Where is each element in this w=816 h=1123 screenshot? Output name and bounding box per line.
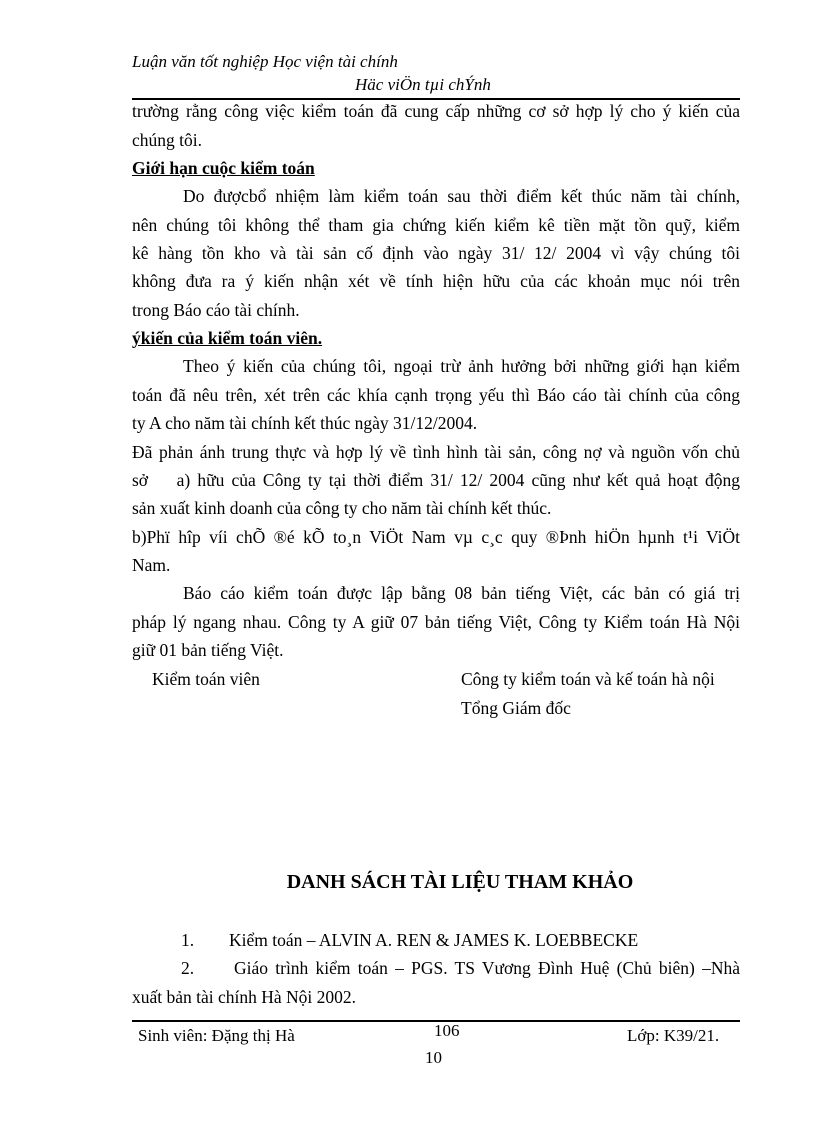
paragraph-line: Nam. bbox=[132, 555, 171, 575]
reference-item-continued: xuất bản tài chính Hà Nội 2002. bbox=[132, 987, 357, 1007]
footer-page-number: 106 bbox=[434, 1021, 460, 1040]
paragraph-line: trong Báo cáo tài chính. bbox=[132, 300, 300, 320]
paragraph-line: Theo ý kiến của chúng tôi, ngoại trừ ảnh hưởng bởi những giới hạn kiểm bbox=[183, 356, 740, 376]
paragraph-line: ty A cho năm tài chính kết thúc ngày 31/12/2004. bbox=[132, 413, 478, 433]
footer-class: Lớp: K39/21. bbox=[627, 1026, 720, 1045]
paragraph-line: Do đượcbổ nhiệm làm kiểm toán sau thời điểm kết thúc năm tài chính, bbox=[183, 186, 740, 206]
header-rule bbox=[132, 98, 740, 100]
paragraph-line: chúng tôi. bbox=[132, 130, 202, 150]
reference-item: Giáo trình kiểm toán – PGS. TS Vương Đình Huệ (Chủ biên) –Nhà bbox=[234, 958, 740, 978]
signature-auditor: Kiểm toán viên bbox=[152, 669, 260, 689]
paragraph-line: kê hàng tồn kho và tài sản cố định vào ngày 31/ 12/ 2004 vì vậy chúng tôi bbox=[132, 243, 740, 263]
signature-director: Tổng Giám đốc bbox=[461, 698, 571, 718]
running-header-title: Luận văn tốt nghiệp Học viện tài chính bbox=[132, 52, 398, 71]
paragraph-line: Đã phản ánh trung thực và hợp lý về tình hình tài sản, công nợ và nguồn vốn chủ bbox=[132, 442, 740, 462]
section-heading-opinion: ýkiến của kiểm toán viên. bbox=[132, 328, 323, 348]
paragraph-line: sở a) hữu của Công ty tại thời điểm 31/ 12/ 2004 cũng như kết quả hoạt động bbox=[132, 470, 740, 490]
section-heading-limits: Giới hạn cuộc kiểm toán bbox=[132, 158, 315, 178]
signature-company: Công ty kiểm toán và kế toán hà nội bbox=[461, 669, 715, 689]
running-header-garbled: Häc viÖn tµi chÝnh bbox=[355, 75, 491, 94]
paragraph-line-garbled: b)Phï hîp víi chÕ ®é kÕ to¸n ViÖt Nam vµ c¸c quy ®Þnh hiÖn hµnh t¹i ViÖt bbox=[132, 527, 740, 547]
paragraph-line: trường rằng công việc kiểm toán đã cung cấp những cơ sở hợp lý cho ý kiến của bbox=[132, 101, 740, 121]
reference-number: 2. bbox=[181, 958, 195, 978]
references-title: DANH SÁCH TÀI LIỆU THAM KHẢO bbox=[286, 871, 634, 893]
footer-page-number-secondary: 10 bbox=[425, 1048, 442, 1067]
paragraph-line: giữ 01 bản tiếng Việt. bbox=[132, 640, 284, 660]
paragraph-line: nên chúng tôi không thể tham gia chứng kiến kiểm kê tiền mặt tồn quỹ, kiểm bbox=[132, 215, 740, 235]
paragraph-line: toán đã nêu trên, xét trên các khía cạnh trọng yếu thì Báo cáo tài chính của công bbox=[132, 385, 740, 405]
paragraph-line: Báo cáo kiểm toán được lập bằng 08 bản tiếng Việt, các bản có giá trị bbox=[183, 583, 740, 603]
paragraph-line: không đưa ra ý kiến nhận xét về tính hiện hữu của các khoản mục nói trên bbox=[132, 271, 740, 291]
reference-number: 1. bbox=[181, 930, 195, 950]
footer-student: Sinh viên: Đặng thị Hà bbox=[138, 1026, 295, 1045]
paragraph-line: sản xuất kinh doanh của công ty cho năm tài chính kết thúc. bbox=[132, 498, 552, 518]
paragraph-line: pháp lý ngang nhau. Công ty A giữ 07 bản tiếng Việt, Công ty Kiểm toán Hà Nội bbox=[132, 612, 740, 632]
reference-item: Kiểm toán – ALVIN A. REN & JAMES K. LOEBBECKE bbox=[229, 930, 639, 950]
